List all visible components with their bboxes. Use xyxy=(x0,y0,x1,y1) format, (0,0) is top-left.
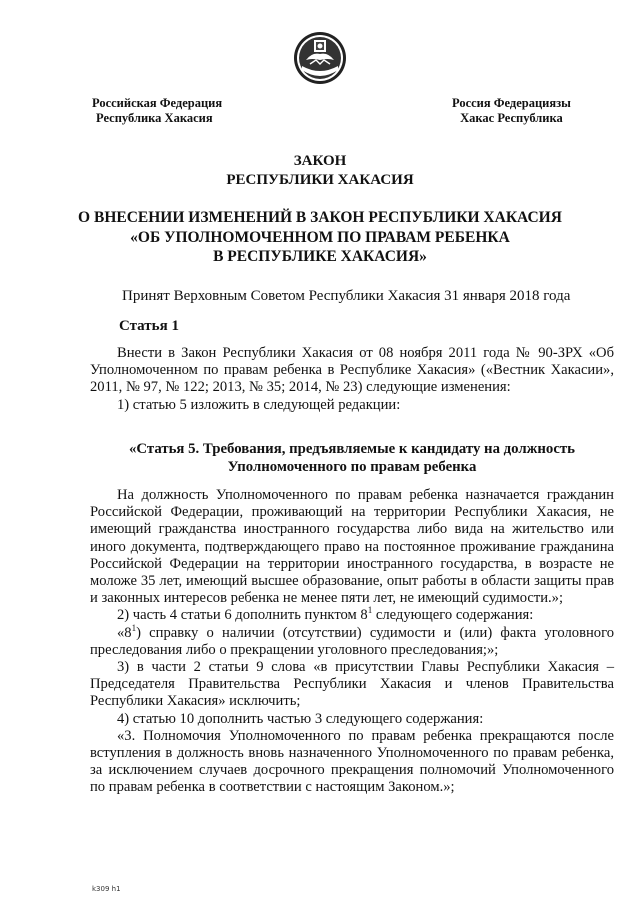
item-2-after: следующего содержания: xyxy=(372,607,534,624)
article-5-heading-line1: «Статья 5. Требования, предъявляемые к кандидату на должность xyxy=(128,441,575,457)
article-1-heading: Статья 1 xyxy=(119,318,179,334)
item-4: 4) статью 10 дополнить частью 3 следующего содержания: xyxy=(117,710,484,727)
footer-document-code: k309 h1 xyxy=(92,885,121,893)
law-subject-line1: О ВНЕСЕНИИ ИЗМЕНЕНИЙ В ЗАКОН РЕСПУБЛИКИ ХАКАСИЯ xyxy=(78,209,562,226)
item-1: 1) статью 5 изложить в следующей редакции: xyxy=(117,396,401,413)
header-left xyxy=(92,96,222,126)
article-1-intro-block xyxy=(90,345,614,414)
coat-of-arms-emblem-icon xyxy=(292,30,348,86)
article-5-text: На должность Уполномоченного по правам ребенка назначается гражданин Российской Федерации, проживающий на территории Республики Хакасия, не имеющий гражданства иностранного государства либо вида на жительство или иного документа, подтверждающего право на постоянное проживание гражданина Российской Федерации на территории иностранного государства, в возрасте не моложе 35 лет, имеющий высшее образование, опыт работы в области защиты прав и законных интересов ребенка не менее пяти лет, не имеющий судимости.»; xyxy=(90,487,614,607)
item-2-before: 2) часть 4 статьи 6 дополнить пунктом 8 xyxy=(117,607,368,624)
item-2-quote-open: «8 xyxy=(117,624,132,641)
law-subject-line3: В РЕСПУБЛИКЕ ХАКАСИЯ» xyxy=(213,248,427,265)
law-subject-line2: «ОБ УПОЛНОМОЧЕННОМ ПО ПРАВАМ РЕБЕНКА xyxy=(130,228,510,246)
item-2-quote-superscript: 1 xyxy=(131,622,137,633)
item-2-quote-rest: ) справку о наличии (отсутствии) судимости и (или) факта уголовного преследования либо о прекращении уголовного преследования;»; xyxy=(90,624,614,658)
item-2-superscript: 1 xyxy=(367,605,373,616)
intro-paragraph: Внести в Закон Республики Хакасия от 08 ноября 2011 года № 90-ЗРХ «Об Уполномоченном по правам ребенка в Республике Хакасия» («Вестник Хакасии», 2011, № 97, № 122; 2013, № 35; 2014, № 23) следующие изменения: xyxy=(90,345,614,396)
article-5-heading xyxy=(90,440,614,476)
amendments-block xyxy=(90,487,614,797)
law-title xyxy=(0,152,640,190)
item-2-quote xyxy=(90,622,614,659)
item-3: 3) в части 2 статьи 9 слова «в присутствии Главы Республики Хакасия – Председателя Правительства Республики Хакасия и членов Правительства Республики Хакасия» исключить; xyxy=(90,659,614,710)
law-title-line2: РЕСПУБЛИКИ ХАКАСИЯ xyxy=(226,172,414,188)
item-2 xyxy=(90,607,614,624)
law-subject xyxy=(0,208,640,267)
article-5-heading-line2: Уполномоченного по правам ребенка xyxy=(227,459,477,475)
header-right-republic: Хакас Республика xyxy=(460,111,563,125)
header-right xyxy=(452,96,571,126)
header-left-republic: Республика Хакасия xyxy=(96,111,213,125)
header-left-country: Российская Федерация xyxy=(92,96,223,110)
adoption-note: Принят Верховным Советом Республики Хакасия 31 января 2018 года xyxy=(122,288,571,304)
law-title-line1: ЗАКОН xyxy=(293,153,347,169)
header-right-country: Россия Федерациязы xyxy=(452,96,571,110)
item-4-quote: «3. Полномочия Уполномоченного по правам ребенка прекращаются после вступления в должность вновь назначенного Уполномоченного по правам ребенка, за исключением случаев досрочного прекращения полномочий Уполномоченного по правам ребенка в соответствии с настоящим Законом.»; xyxy=(90,727,614,796)
